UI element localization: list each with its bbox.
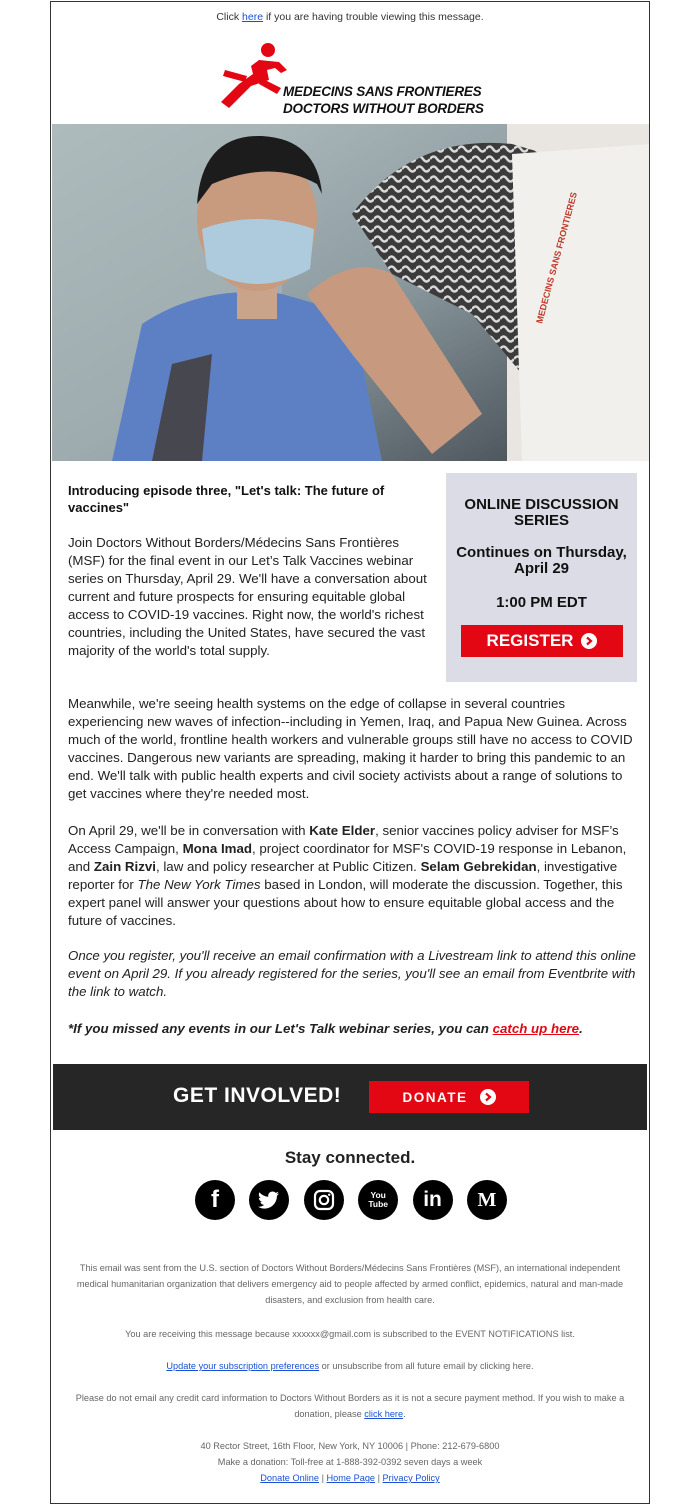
get-involved-label: GET INVOLVED!: [173, 1084, 342, 1107]
update-preferences-link[interactable]: Update your subscription preferences: [166, 1361, 320, 1371]
footer-tollfree: Make a donation: Toll-free at 1-888-392-0392 seven days a week: [217, 1457, 483, 1467]
catch-up-text: *If you missed any events in our Let's Talk webinar series, you can: [68, 1021, 493, 1036]
p2-text-f: based in London, will moderate the discussion. Together, this expert panel will answer your questions about how to ensure equitable global access and the future of vaccines.: [68, 877, 623, 928]
chevron-right-icon: [480, 1089, 496, 1105]
facebook-glyph: f: [211, 1186, 219, 1213]
medium-icon[interactable]: [467, 1180, 507, 1220]
p2-text-c: , project coordinator for MSF's COVID-19 response in Lebanon, and: [68, 841, 627, 874]
event-date: Continues on Thursday, April 29: [456, 544, 627, 577]
p2-text-e: , investigative reporter for: [68, 859, 618, 892]
moderator-selam-gebrekidan: Selam Gebrekidan: [420, 859, 537, 874]
intro-body: Join Doctors Without Borders/Médecins Sans Frontières (MSF) for the final event in our Let’s Talk Vaccines webinar series on Thursday, April 29. We'll have a conversation about current and future prospects for ensuring equitable global access to COVID-19 vaccines. Right now, the world's richest countries, including the United States, have secured the vast majority of the world's total supply.: [68, 535, 427, 658]
series-label: ONLINE DISCUSSION SERIES: [464, 496, 619, 529]
view-online-prefix: Click: [216, 11, 243, 23]
payment-warning-text: Please do not email any credit card information to Doctors Without Borders as it is not a secure payment method. If you wish to make a donation, please: [75, 1393, 625, 1419]
catch-up-link[interactable]: catch up here: [492, 1021, 580, 1036]
twitter-icon[interactable]: [249, 1180, 289, 1220]
logo-line-english: DOCTORS WITHOUT BORDERS: [283, 101, 484, 116]
view-online-link[interactable]: here: [242, 11, 264, 23]
intro-title: Introducing episode three, "Let's talk: The future of vaccines": [68, 483, 385, 515]
panelist-zain-rizvi: Zain Rizvi: [93, 859, 156, 874]
paragraph-health-systems: Meanwhile, we're seeing health systems on the edge of collapse in several countries experiencing new waves of infection--including in Yemen, Iraq, and Papua New Guinea. Across much of the world, frontline health workers and vulnerable groups still have no access to COVID vaccines. Dangerous new variants are spreading, making it harder to bring this pandemic to an end. We'll talk with public health experts and civil society activists about a range of solutions to get vaccines where they're needed most.: [68, 696, 633, 801]
linkedin-glyph: in: [423, 1188, 442, 1211]
p2-text-a: On April 29, we'll be in conversation with: [68, 823, 310, 838]
paragraph-catch-up: [68, 1020, 640, 1038]
hero-image: [52, 124, 649, 461]
msf-logo[interactable]: [221, 40, 484, 120]
youtube-icon[interactable]: [358, 1180, 398, 1220]
donate-online-link[interactable]: Donate Online: [260, 1473, 320, 1483]
register-button[interactable]: [461, 625, 623, 657]
youtube-glyph: You Tube: [368, 1190, 389, 1209]
logo-line-french: MEDECINS SANS FRONTIERES: [283, 84, 482, 99]
linkedin-icon[interactable]: [413, 1180, 453, 1220]
donate-label: DONATE: [402, 1089, 468, 1105]
chevron-right-icon: [581, 633, 597, 649]
get-involved-band: [53, 1064, 647, 1130]
footer-address: 40 Rector Street, 16th Floor, New York, NY 10006 | Phone: 212-679-6800: [200, 1441, 500, 1451]
register-label: REGISTER: [486, 631, 574, 650]
footer-contact: [65, 1438, 635, 1486]
footer-link-separator: |: [375, 1473, 383, 1483]
social-icons: [195, 1180, 507, 1222]
hero-sleeve-text: MEDECINS SANS FRONTIERES: [534, 191, 580, 325]
payment-warning-end: .: [403, 1409, 406, 1419]
view-online-bar: [51, 11, 649, 23]
footer-link-separator: |: [319, 1473, 327, 1483]
footer-subscription: [65, 1358, 635, 1374]
panelist-kate-elder: Kate Elder: [309, 823, 376, 838]
home-page-link[interactable]: Home Page: [326, 1473, 376, 1483]
p2-text-b: , senior vaccines policy adviser for MSF’s Access Campaign,: [68, 823, 619, 856]
event-info-box: [446, 473, 637, 682]
footer-about: This email was sent from the U.S. section of Doctors Without Borders/Médecins Sans Frontières (MSF), an international independent medical humanitarian organization that delivers emergency aid to people affected by armed conflict, epidemics, natural and man-made disasters, and exclusion from health care.: [76, 1263, 624, 1305]
paragraph-registration-note: Once you register, you'll receive an email confirmation with a Livestream link to attend this online event on April 29. If you already registered for the series, you'll see an email from Eventbrite with the link to watch.: [68, 948, 636, 999]
stay-connected-heading: Stay connected.: [284, 1148, 416, 1167]
msf-running-man-icon: [221, 40, 291, 120]
paragraph-panelists: [68, 822, 640, 930]
p2-text-d: , law and policy researcher at Public Citizen.: [155, 859, 421, 874]
privacy-policy-link[interactable]: Privacy Policy: [382, 1473, 440, 1483]
medium-glyph: M: [477, 1188, 497, 1211]
footer-links: [65, 1470, 635, 1486]
donation-click-here-link[interactable]: click here: [364, 1409, 404, 1419]
publication-nyt: The New York Times: [137, 877, 261, 892]
unsubscribe-text: or unsubscribe from all future email by clicking here.: [319, 1361, 534, 1371]
catch-up-end: .: [579, 1021, 583, 1036]
facebook-icon[interactable]: [195, 1180, 235, 1220]
footer-receiving-notice: You are receiving this message because xxxxxx@gmail.com is subscribed to the EVENT NOTIFICATIONS list.: [125, 1329, 575, 1339]
instagram-icon[interactable]: [304, 1180, 344, 1220]
view-online-suffix: if you are having trouble viewing this message.: [263, 11, 484, 23]
email-frame: [50, 1, 650, 1504]
panelist-mona-imad: Mona Imad: [182, 841, 253, 856]
donate-button[interactable]: [369, 1081, 529, 1113]
footer-payment-warning: [65, 1390, 635, 1422]
event-time: 1:00 PM EDT: [496, 594, 587, 611]
